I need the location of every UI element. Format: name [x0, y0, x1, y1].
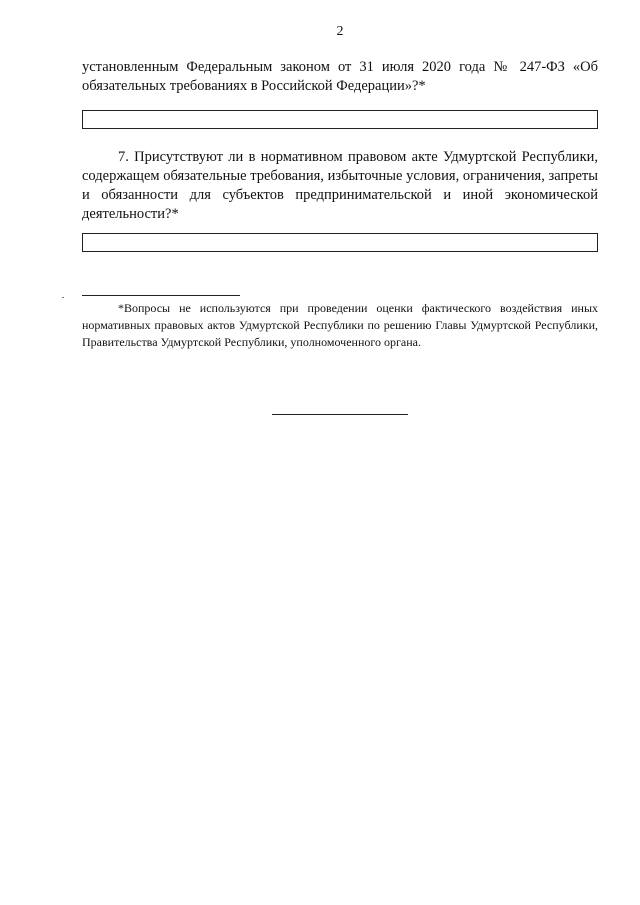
answer-field-6[interactable] [82, 110, 598, 129]
question-7: 7. Присутствуют ли в нормативном правовом акте Удмуртской Республики, содержащем обязательные требования, избыточные условия, ограничения, запреты и обязанности для субъектов предпринимательской и иной экономической деятельности?* [82, 149, 598, 222]
scan-artifact [62, 297, 64, 298]
end-of-document-divider [272, 414, 408, 415]
question-6-continuation: установленным Федеральным законом от 31 июля 2020 года № 247-ФЗ «Об обязательных требованиях в Российской Федерации»?* [82, 59, 598, 94]
footnote-divider [82, 295, 240, 296]
page-number: 2 [336, 24, 344, 39]
answer-field-7[interactable] [82, 233, 598, 252]
footnote: *Вопросы не используются при проведении оценки фактического воздействия иных нормативных правовых актов Удмуртской Республики по решению Главы Удмуртской Республики, Правительства Удмуртской Республики, уполномоченного органа. [82, 301, 598, 349]
